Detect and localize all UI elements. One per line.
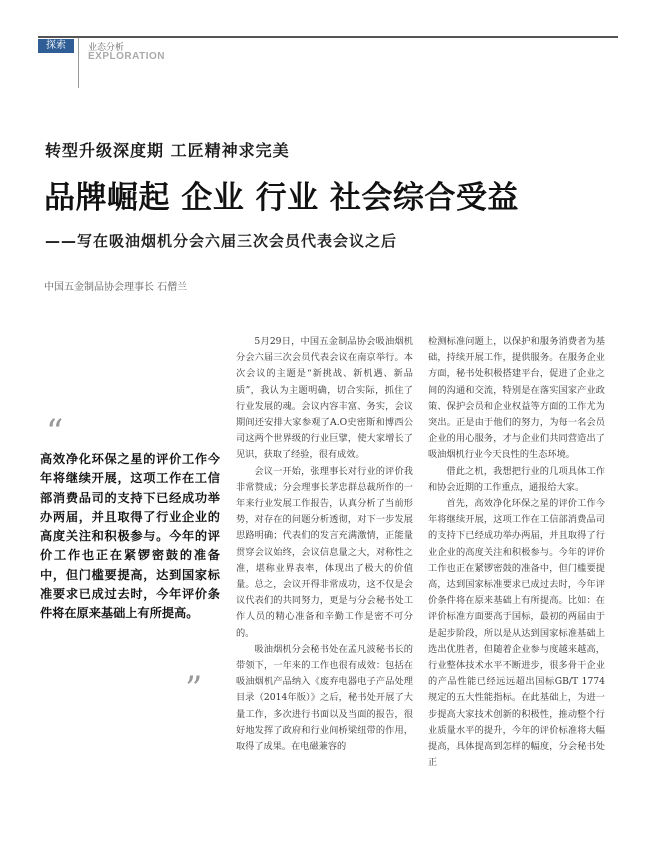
body-paragraph: 借此之机，我想把行业的几项具体工作和协会近期的工作重点，通报给大家。 [428,465,605,493]
open-quote-mark: “ [46,412,64,452]
body-paragraph: 会议一开始，张理事长对行业的评价我非常赞成；分会理事长茅忠群总裁所作的一年来行业发展工作报告，认真分析了当前形势，对存在的问题分析透彻，对下一步发展思路明确；代表们的发言充满激情，正能量贯穿会议始终，会议信息量之大，对称性之准，堪称业界表率，体现出了极大的价值量。总之，会议开得非常成功，这不仅是会议代表们的共同努力，更是与分会秘书处工作人员的精心准备和辛勤工作是密不可分的。 [236,465,413,639]
close-quote-mark: ” [185,669,203,709]
pull-quote: 高效净化环保之星的评价工作今年将继续开展，这项工作在工信部消费品司的支持下已经成功举办两届，并且取得了行业企业的高度关注和积极参与。今年的评价工作也正在紧锣密鼓的准备中，但门槛要提高，达到国家标准要求已成过去时，今年评价条件将在原来基础上有所提高。 [40,452,220,621]
body-column-2 [428,334,605,771]
body-paragraph: 首先，高效净化环保之星的评价工作今年将继续开展，这项工作在工信部消费品司的支持下已经成功举办两届，并且取得了行业企业的高度关注和积极参与。今年的评价工作也正在紧锣密鼓的准备中，但门槛要提高，达到国家标准要求已成过去时，今年评价条件将在原来基础上有所提高。比如：在评价标准方面要高于国标，最初的两届由于是起步阶段，所以是从达到国家标准基础上选出优胜者，但随着企业参与度越来越高，行业整体技术水平不断进步，很多骨干企业的产品性能已经远远超出国标GB/T 1774规定的五大性能指标。在此基础上，为进一步提高大家技术创新的积极性，推动整个行业质量水平的提升，今年的评价标准将大幅提高，具体提高到怎样的幅度，分会秘书处正 [428,498,605,769]
section-name-cn: 业态分析 [88,43,125,53]
article-subtitle: ——写在吸油烟机分会六届三次会员代表会议之后 [45,232,398,250]
article-title: 品牌崛起 企业 行业 社会综合受益 [44,180,519,216]
body-paragraph: 吸油烟机分会秘书处在孟凡波秘书长的带领下，一年来的工作也很有成效：包括在吸油烟机产品纳入《废弃电器电子产品处理目录（2014年版）》之后，秘书处开展了大量工作，多次进行书面以及当面的报告，很好地发挥了政府和行业间桥梁纽带的作用，取得了成果。在电磁兼容的 [236,643,413,753]
section-name-en: EXPLORATION [88,51,165,62]
article-kicker: 转型升级深度期 工匠精神求完美 [45,141,290,160]
article-author: 中国五金制品协会理事长 石僧兰 [44,282,188,293]
body-paragraph: 检测标准问题上，以保护和服务消费者为基础，持续开展工作，提供服务。在服务企业方面，秘书处积极搭建平台，促进了企业之间的沟通和交流，特别是在落实国家产业政策、保护会员和企业权益等方面的工作尤为突出。正是由于他们的努力，为每一名会员企业的用心服务，才与企业们共同营造出了吸油烟机行业今天良性的生态环境。 [428,336,605,461]
header-divider [78,38,79,88]
header-rule [38,36,618,38]
section-tag: 探索 [38,39,74,53]
body-paragraph: 5月29日，中国五金制品协会吸油烟机分会六届三次会员代表会议在南京举行。本次会议的主题是“新挑战、新机遇、新品质”，我认为主题明确，切合实际，抓住了行业发展的魂。会议内容丰富、务实，会议期间还安排大家参观了A.O史密斯和博西公司这两个世界级的行业巨擘，使大家增长了见识，获取了经验，很有成效。 [236,336,413,461]
body-column-1 [236,334,413,755]
page-header [38,36,618,88]
